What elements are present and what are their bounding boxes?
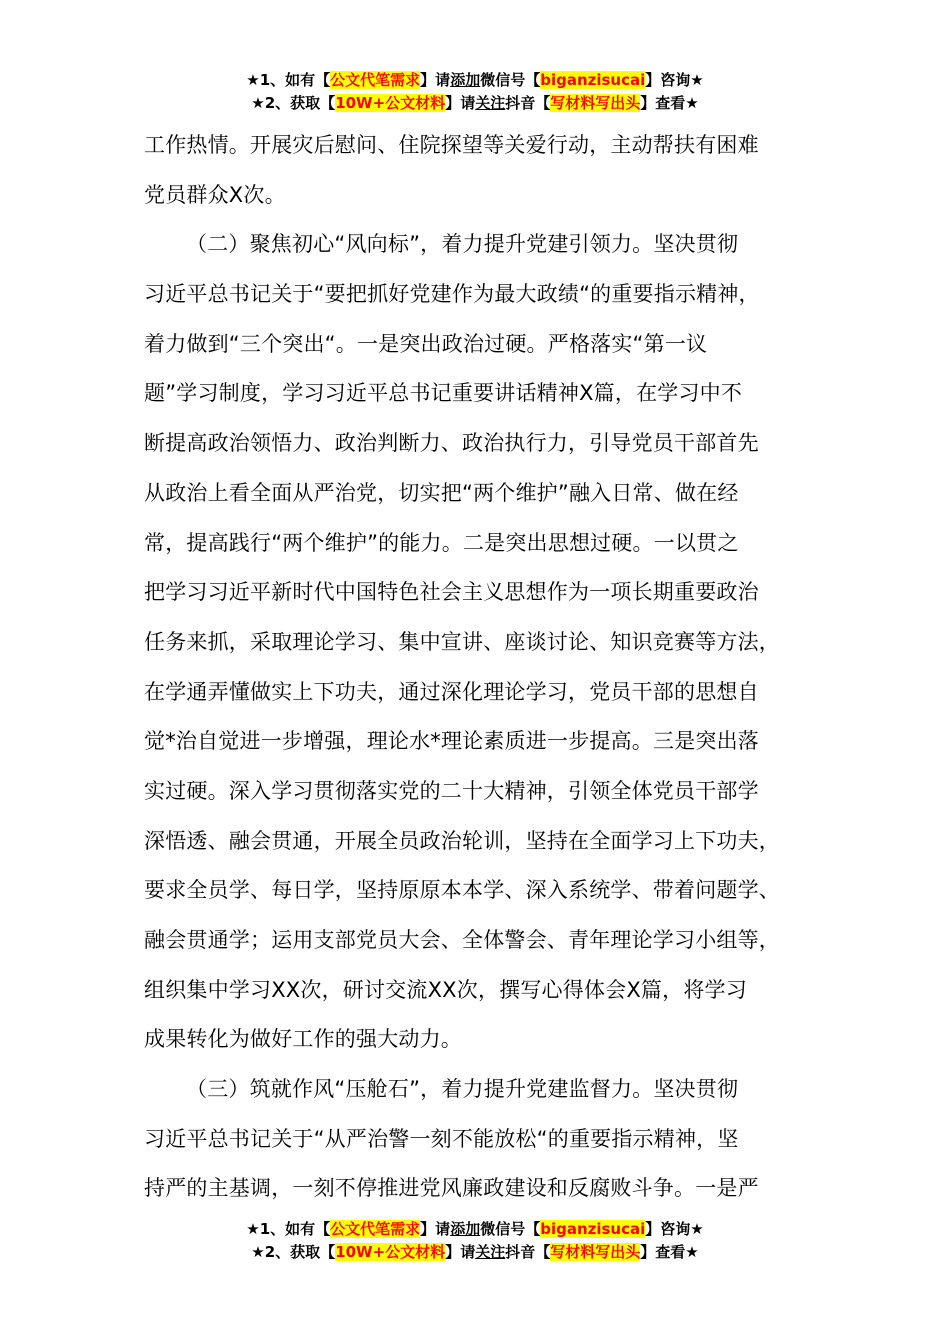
text-line: 觉*治自觉进一步增强，理论水*理论素质进一步提高。三是突出落 <box>144 729 759 754</box>
banner-line-1: ★1、如有【公文代笔需求】请添加微信号【biganzisucai】咨询★ <box>246 1220 704 1238</box>
footer-banner <box>0 1218 950 1264</box>
text-line: 党员群众X次。 <box>144 182 286 207</box>
text-line: 着力做到“三个突出“。一是突出政治过硬。严格落实“第一议 <box>144 331 708 356</box>
text-line: 任务来抓，采取理论学习、集中宣讲、座谈讨论、知识竞赛等方法， <box>144 629 780 654</box>
text-line: 断提高政治领悟力、政治判断力、政治执行力，引导党员干部首先 <box>144 431 759 456</box>
text-line: 在学通弄懂做实上下功夫，通过深化理论学习，党员干部的思想自 <box>144 679 759 704</box>
section-heading-line: （二）聚焦初心“风向标”，着力提升党建引领力。坚决贯彻 <box>186 232 739 257</box>
highlight-douyin-account: 写材料写出头 <box>550 94 641 112</box>
text-line: 工作热情。开展灾后慰问、住院探望等关爱行动，主动帮扶有困难 <box>144 133 759 157</box>
highlight-materials: 10W+公文材料 <box>335 94 446 112</box>
text-line: 习近平总书记关于“要把抓好党建作为最大政绩“的重要指示精神， <box>144 282 760 307</box>
highlight-wechat-id: biganzisucai <box>540 71 646 89</box>
highlight-writing-service: 公文代笔需求 <box>330 1220 421 1238</box>
highlight-writing-service: 公文代笔需求 <box>330 71 421 89</box>
text-line: 从政治上看全面从严治党，切实把“两个维护”融入日常、做在经 <box>144 480 739 505</box>
text-line: 组织集中学习XX次，研讨交流XX次，撰写心得体会X篇，将学习 <box>144 977 747 1002</box>
highlight-douyin-account: 写材料写出头 <box>550 1243 641 1261</box>
text-line: 把学习习近平新时代中国特色社会主义思想作为一项长期重要政治 <box>144 580 759 605</box>
text-line: 成果转化为做好工作的强大动力。 <box>144 1027 462 1052</box>
text-line: 实过硬。深入学习贯彻落实党的二十大精神，引领全体党员干部学 <box>144 778 759 803</box>
header-banner <box>0 69 950 115</box>
text-line: 融会贯通学；运用支部党员大会、全体警会、青年理论学习小组等， <box>144 928 780 952</box>
highlight-wechat-id: biganzisucai <box>540 1220 646 1238</box>
text-line: 题”学习制度，学习习近平总书记重要讲话精神X篇，在学习中不 <box>144 381 743 406</box>
text-line: 深悟透、融会贯通，开展全员政治轮训，坚持在全面学习上下功夫， <box>144 828 780 853</box>
highlight-materials: 10W+公文材料 <box>335 1243 446 1261</box>
text-line: 持严的主基调，一刻不停推进党风廉政建设和反腐败斗争。一是严 <box>144 1176 759 1201</box>
banner-line-1: ★1、如有【公文代笔需求】请添加微信号【biganzisucai】咨询★ <box>246 71 704 89</box>
text-line: 常，提高践行“两个维护”的能力。二是突出思想过硬。一以贯之 <box>144 530 739 555</box>
text-line: 要求全员学、每日学，坚持原原本本学、深入系统学、带着问题学、 <box>144 878 780 903</box>
banner-line-2: ★2、获取【10W+公文材料】请关注抖音【写材料写出头】查看★ <box>251 1243 699 1261</box>
section-heading-line: （三）筑就作风“压舱石”，着力提升党建监督力。坚决贯彻 <box>186 1077 739 1102</box>
banner-line-2: ★2、获取【10W+公文材料】请关注抖音【写材料写出头】查看★ <box>251 94 699 112</box>
document-body <box>144 121 834 1214</box>
text-line: 习近平总书记关于“从严治警一刻不能放松“的重要指示精神，坚 <box>144 1126 739 1151</box>
